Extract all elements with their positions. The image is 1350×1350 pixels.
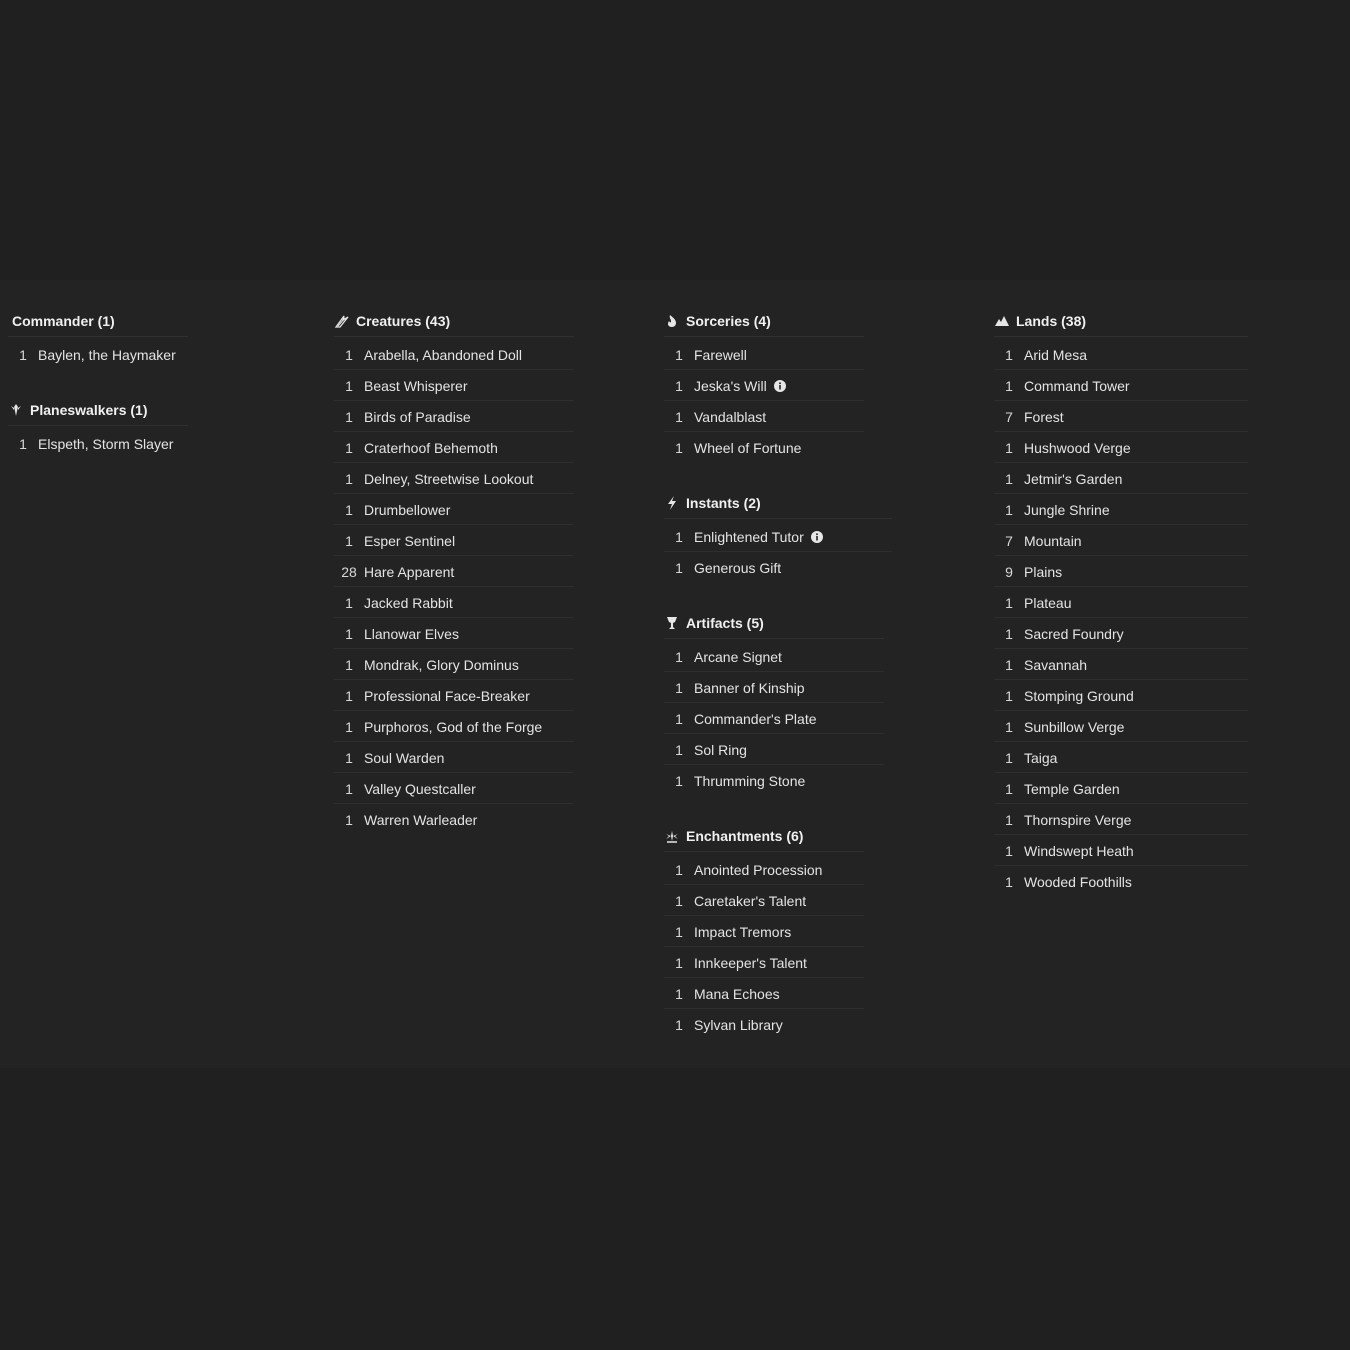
- section-header[interactable]: [994, 310, 1248, 337]
- card-name[interactable]: [1024, 469, 1248, 490]
- card-quantity: 1: [675, 347, 683, 363]
- card-name[interactable]: [694, 527, 892, 548]
- card-name-text: Arabella, Abandoned Doll: [364, 347, 523, 363]
- card-list: [334, 339, 574, 834]
- card-row[interactable]: [334, 525, 574, 556]
- card-quantity: 1: [345, 409, 353, 425]
- card-quantity: 1: [1005, 812, 1013, 828]
- card-row[interactable]: [664, 854, 864, 885]
- card-row[interactable]: [334, 401, 574, 432]
- card-quantity: 1: [345, 657, 353, 673]
- planeswalker-icon: [8, 402, 24, 418]
- card-name[interactable]: [694, 709, 884, 730]
- card-quantity: 1: [345, 440, 353, 456]
- card-list: [8, 428, 188, 458]
- card-name-text: Farewell: [694, 347, 747, 363]
- card-quantity: 1: [345, 812, 353, 828]
- card-name-text: Thrumming Stone: [694, 773, 806, 789]
- card-row[interactable]: [664, 947, 864, 978]
- card-quantity: 1: [675, 711, 683, 727]
- card-row[interactable]: [664, 703, 884, 734]
- card-name[interactable]: [694, 740, 884, 761]
- card-row[interactable]: [664, 432, 864, 462]
- card-quantity: 1: [345, 595, 353, 611]
- column-4: [994, 310, 1248, 926]
- card-name[interactable]: [364, 593, 574, 614]
- card-row[interactable]: [994, 432, 1248, 463]
- card-quantity: 1: [1005, 657, 1013, 673]
- section-instants: [664, 492, 892, 582]
- card-row[interactable]: [664, 916, 864, 947]
- card-name-text: Sunbillow Verge: [1024, 719, 1125, 735]
- card-name[interactable]: [364, 531, 574, 552]
- card-row[interactable]: [334, 587, 574, 618]
- card-row[interactable]: [334, 804, 574, 834]
- card-name-text: Plateau: [1024, 595, 1072, 611]
- section-title: Sorceries (4): [686, 313, 771, 329]
- card-name-text: Enlightened Tutor: [694, 529, 804, 545]
- card-name-text: Sacred Foundry: [1024, 626, 1124, 642]
- card-name-text: Beast Whisperer: [364, 378, 468, 394]
- section-title: Artifacts (5): [686, 615, 764, 631]
- section-creatures: [334, 310, 574, 834]
- card-quantity: 1: [1005, 502, 1013, 518]
- card-name-text: Professional Face-Breaker: [364, 688, 530, 704]
- card-row[interactable]: [334, 773, 574, 804]
- section-commander: [8, 310, 188, 369]
- sorcery-icon: [664, 313, 680, 329]
- card-name-text: Purphoros, God of the Forge: [364, 719, 543, 735]
- card-quantity: 1: [345, 750, 353, 766]
- card-quantity: 1: [675, 986, 683, 1002]
- info-icon[interactable]: [774, 380, 786, 392]
- card-name-text: Plains: [1024, 564, 1063, 580]
- card-quantity: 7: [1005, 533, 1013, 549]
- card-row[interactable]: [8, 339, 188, 369]
- card-row[interactable]: [994, 525, 1248, 556]
- card-row[interactable]: [8, 428, 188, 458]
- card-name[interactable]: [1024, 717, 1248, 738]
- card-quantity: 1: [675, 893, 683, 909]
- card-name-text: Wooded Foothills: [1024, 874, 1132, 890]
- card-quantity: 1: [19, 436, 27, 452]
- card-name[interactable]: [1024, 562, 1248, 583]
- card-quantity: 7: [1005, 409, 1013, 425]
- card-name[interactable]: [364, 407, 574, 428]
- card-row[interactable]: [994, 339, 1248, 370]
- artifact-icon: [664, 615, 680, 631]
- decklist-panel: [0, 280, 1350, 1068]
- column-2: [334, 310, 574, 864]
- card-name-text: Command Tower: [1024, 378, 1130, 394]
- card-quantity: 1: [1005, 595, 1013, 611]
- card-row[interactable]: [994, 463, 1248, 494]
- card-name-text: Impact Tremors: [694, 924, 792, 940]
- card-row[interactable]: [334, 618, 574, 649]
- card-row[interactable]: [664, 978, 864, 1009]
- card-name-text: Mondrak, Glory Dominus: [364, 657, 519, 673]
- card-name[interactable]: [1024, 779, 1248, 800]
- card-name[interactable]: [364, 748, 574, 769]
- card-name[interactable]: [1024, 872, 1248, 893]
- card-name-text: Banner of Kinship: [694, 680, 805, 696]
- section-header[interactable]: [664, 825, 864, 852]
- card-quantity: 1: [19, 347, 27, 363]
- card-name-text: Savannah: [1024, 657, 1088, 673]
- card-row[interactable]: [994, 804, 1248, 835]
- card-quantity: 1: [1005, 781, 1013, 797]
- card-name[interactable]: [364, 810, 574, 831]
- card-name-text: Mountain: [1024, 533, 1082, 549]
- card-quantity: 1: [675, 1017, 683, 1033]
- card-name-text: Baylen, the Haymaker: [38, 347, 176, 363]
- card-row[interactable]: [664, 521, 892, 552]
- card-quantity: 1: [1005, 440, 1013, 456]
- card-list: [664, 641, 884, 795]
- card-name-text: Sylvan Library: [694, 1017, 783, 1033]
- column-1: [8, 310, 188, 488]
- card-name-text: Soul Warden: [364, 750, 445, 766]
- info-icon[interactable]: [811, 531, 823, 543]
- card-quantity: 1: [675, 742, 683, 758]
- creature-icon: [334, 313, 350, 329]
- card-name[interactable]: [364, 655, 574, 676]
- card-quantity: 9: [1005, 564, 1013, 580]
- card-name[interactable]: [364, 562, 574, 583]
- card-row[interactable]: [664, 885, 864, 916]
- card-quantity: 1: [345, 502, 353, 518]
- card-row[interactable]: [994, 556, 1248, 587]
- card-name-text: Craterhoof Behemoth: [364, 440, 498, 456]
- card-quantity: 1: [1005, 719, 1013, 735]
- card-name[interactable]: [1024, 593, 1248, 614]
- card-list: [8, 339, 188, 369]
- card-row[interactable]: [664, 401, 864, 432]
- card-name[interactable]: [1024, 686, 1248, 707]
- card-row[interactable]: [994, 773, 1248, 804]
- card-quantity: 1: [1005, 471, 1013, 487]
- card-list: [994, 339, 1248, 896]
- section-title: Instants (2): [686, 495, 761, 511]
- card-row[interactable]: [994, 680, 1248, 711]
- section-title: Planeswalkers (1): [30, 402, 148, 418]
- card-name[interactable]: [1024, 810, 1248, 831]
- card-name[interactable]: [1024, 841, 1248, 862]
- card-quantity: 1: [345, 688, 353, 704]
- card-name[interactable]: [694, 376, 864, 397]
- section-header[interactable]: [664, 492, 892, 519]
- card-name[interactable]: [38, 434, 188, 455]
- section-lands: [994, 310, 1248, 896]
- section-header[interactable]: [8, 310, 188, 337]
- card-name[interactable]: [364, 469, 574, 490]
- card-name-text: Elspeth, Storm Slayer: [38, 436, 174, 452]
- card-row[interactable]: [994, 618, 1248, 649]
- card-row[interactable]: [664, 370, 864, 401]
- card-row[interactable]: [664, 1009, 864, 1039]
- card-name[interactable]: [694, 922, 864, 943]
- card-name[interactable]: [694, 953, 864, 974]
- card-row[interactable]: [664, 552, 892, 582]
- card-name-text: Caretaker's Talent: [694, 893, 807, 909]
- card-name-text: Wheel of Fortune: [694, 440, 802, 456]
- card-name-text: Birds of Paradise: [364, 409, 471, 425]
- card-quantity: 1: [1005, 626, 1013, 642]
- land-icon: [994, 313, 1010, 329]
- card-name[interactable]: [1024, 655, 1248, 676]
- card-row[interactable]: [664, 672, 884, 703]
- card-name[interactable]: [364, 376, 574, 397]
- card-row[interactable]: [994, 494, 1248, 525]
- card-row[interactable]: [334, 494, 574, 525]
- section-title: Enchantments (6): [686, 828, 804, 844]
- card-quantity: 1: [1005, 688, 1013, 704]
- card-name-text: Temple Garden: [1024, 781, 1120, 797]
- card-name[interactable]: [364, 779, 574, 800]
- card-name-text: Stomping Ground: [1024, 688, 1134, 704]
- card-quantity: 1: [1005, 378, 1013, 394]
- card-row[interactable]: [334, 432, 574, 463]
- card-quantity: 1: [345, 378, 353, 394]
- enchantment-icon: [664, 828, 680, 844]
- card-row[interactable]: [334, 649, 574, 680]
- card-name-text: Vandalblast: [694, 409, 767, 425]
- card-quantity: 1: [675, 378, 683, 394]
- card-row[interactable]: [994, 866, 1248, 896]
- section-sorceries: [664, 310, 864, 462]
- card-name-text: Commander's Plate: [694, 711, 817, 727]
- card-name-text: Anointed Procession: [694, 862, 823, 878]
- card-quantity: 1: [345, 347, 353, 363]
- card-row[interactable]: [994, 711, 1248, 742]
- card-quantity: 1: [675, 773, 683, 789]
- card-quantity: 1: [675, 409, 683, 425]
- card-quantity: 1: [345, 719, 353, 735]
- card-name[interactable]: [694, 984, 864, 1005]
- section-enchantments: [664, 825, 864, 1039]
- card-list: [664, 854, 864, 1039]
- card-quantity: 1: [1005, 874, 1013, 890]
- card-name[interactable]: [1024, 624, 1248, 645]
- card-quantity: 1: [345, 781, 353, 797]
- section-title: Commander (1): [12, 313, 115, 329]
- card-row[interactable]: [334, 370, 574, 401]
- card-list: [664, 521, 892, 582]
- card-quantity: 1: [675, 680, 683, 696]
- card-name-text: Jacked Rabbit: [364, 595, 453, 611]
- card-name[interactable]: [38, 345, 188, 366]
- card-row[interactable]: [994, 742, 1248, 773]
- card-name[interactable]: [694, 860, 864, 881]
- card-name[interactable]: [694, 647, 884, 668]
- card-name[interactable]: [364, 438, 574, 459]
- card-row[interactable]: [664, 641, 884, 672]
- card-name[interactable]: [694, 1015, 864, 1036]
- section-header[interactable]: [664, 310, 864, 337]
- card-row[interactable]: [334, 742, 574, 773]
- card-quantity: 1: [345, 471, 353, 487]
- card-name-text: Forest: [1024, 409, 1064, 425]
- card-name[interactable]: [364, 345, 574, 366]
- card-name[interactable]: [694, 891, 864, 912]
- card-name[interactable]: [694, 407, 864, 428]
- card-name[interactable]: [694, 345, 864, 366]
- card-quantity: 1: [345, 626, 353, 642]
- card-name-text: Warren Warleader: [364, 812, 478, 828]
- card-name-text: Windswept Heath: [1024, 843, 1134, 859]
- card-name-text: Jetmir's Garden: [1024, 471, 1123, 487]
- card-row[interactable]: [334, 711, 574, 742]
- card-name[interactable]: [694, 771, 884, 792]
- card-name-text: Innkeeper's Talent: [694, 955, 807, 971]
- card-quantity: 28: [341, 564, 357, 580]
- card-name[interactable]: [364, 624, 574, 645]
- card-name[interactable]: [1024, 345, 1248, 366]
- card-row[interactable]: [664, 734, 884, 765]
- card-name-text: Hare Apparent: [364, 564, 455, 580]
- column-3: [664, 310, 892, 1069]
- card-name-text: Esper Sentinel: [364, 533, 456, 549]
- section-title: Creatures (43): [356, 313, 451, 329]
- card-quantity: 1: [1005, 843, 1013, 859]
- card-quantity: 1: [1005, 750, 1013, 766]
- card-row[interactable]: [994, 401, 1248, 432]
- section-header[interactable]: [8, 399, 188, 426]
- card-name[interactable]: [364, 500, 574, 521]
- card-name[interactable]: [1024, 438, 1248, 459]
- card-name-text: Generous Gift: [694, 560, 782, 576]
- card-quantity: 1: [345, 533, 353, 549]
- card-name-text: Valley Questcaller: [364, 781, 476, 797]
- card-name[interactable]: [694, 678, 884, 699]
- card-row[interactable]: [664, 339, 864, 370]
- card-row[interactable]: [664, 765, 884, 795]
- card-quantity: 1: [675, 924, 683, 940]
- card-name[interactable]: [364, 686, 574, 707]
- card-name[interactable]: [1024, 407, 1248, 428]
- card-name[interactable]: [694, 558, 892, 579]
- card-row[interactable]: [334, 339, 574, 370]
- card-name-text: Sol Ring: [694, 742, 747, 758]
- card-quantity: 1: [675, 440, 683, 456]
- card-row[interactable]: [994, 587, 1248, 618]
- card-name-text: Llanowar Elves: [364, 626, 459, 642]
- section-planeswalkers: [8, 399, 188, 458]
- card-name[interactable]: [694, 438, 864, 459]
- card-name-text: Arcane Signet: [694, 649, 782, 665]
- card-name-text: Arid Mesa: [1024, 347, 1088, 363]
- card-name[interactable]: [1024, 531, 1248, 552]
- section-header[interactable]: [664, 612, 884, 639]
- card-name-text: Drumbellower: [364, 502, 451, 518]
- section-title: Lands (38): [1016, 313, 1087, 329]
- card-row[interactable]: [994, 649, 1248, 680]
- card-quantity: 1: [675, 862, 683, 878]
- card-name[interactable]: [1024, 748, 1248, 769]
- card-name[interactable]: [1024, 500, 1248, 521]
- card-quantity: 1: [675, 560, 683, 576]
- card-name-text: Jeska's Will: [694, 378, 767, 394]
- card-name-text: Hushwood Verge: [1024, 440, 1131, 456]
- card-list: [664, 339, 864, 462]
- card-row[interactable]: [334, 556, 574, 587]
- card-name[interactable]: [1024, 376, 1248, 397]
- card-name[interactable]: [364, 717, 574, 738]
- card-quantity: 1: [675, 649, 683, 665]
- card-row[interactable]: [994, 370, 1248, 401]
- card-row[interactable]: [334, 463, 574, 494]
- card-name-text: Delney, Streetwise Lookout: [364, 471, 534, 487]
- card-name-text: Taiga: [1024, 750, 1058, 766]
- card-row[interactable]: [334, 680, 574, 711]
- section-artifacts: [664, 612, 884, 795]
- card-row[interactable]: [994, 835, 1248, 866]
- section-header[interactable]: [334, 310, 574, 337]
- card-name-text: Jungle Shrine: [1024, 502, 1110, 518]
- card-quantity: 1: [675, 529, 683, 545]
- card-name-text: Thornspire Verge: [1024, 812, 1132, 828]
- card-quantity: 1: [1005, 347, 1013, 363]
- card-quantity: 1: [675, 955, 683, 971]
- instant-icon: [664, 495, 680, 511]
- card-name-text: Mana Echoes: [694, 986, 780, 1002]
